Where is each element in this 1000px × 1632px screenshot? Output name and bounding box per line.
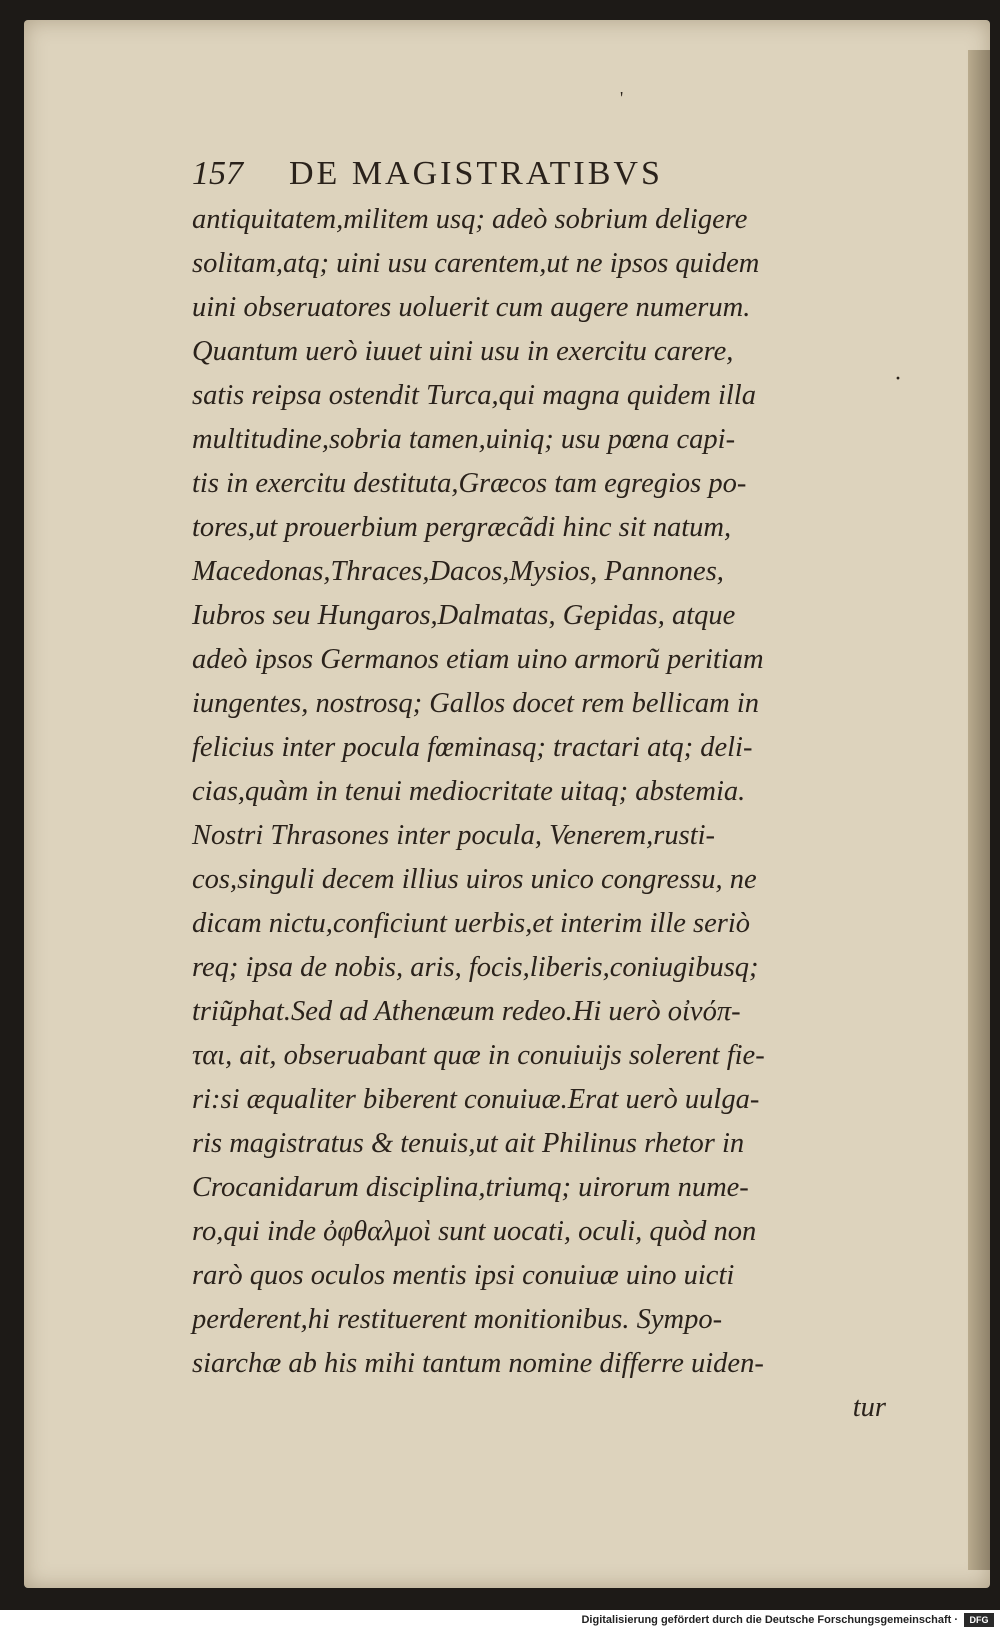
text-line: perderent,hi restituerent monitionibus. Sympo- <box>192 1304 723 1335</box>
text-line: Crocanidarum disciplina,triumq; uirorum nume- <box>192 1172 749 1203</box>
running-title: DE MAGISTRATIBVS <box>289 155 663 192</box>
text-line: triũphat.Sed ad Athenæum redeo.Hi uerò οἰνόπ- <box>192 996 741 1027</box>
text-line: iungentes, nostrosq; Gallos docet rem bellicam in <box>192 688 760 719</box>
text-line: Quantum uerò iuuet uini usu in exercitu carere, <box>192 336 734 367</box>
text-line: ro,qui inde ὀφθαλμοὶ sunt uocati, oculi, quòd non <box>192 1216 757 1247</box>
text-line: Nostri Thrasones inter pocula, Venerem,rusti- <box>192 820 716 851</box>
text-line: antiquitatem,militem usq; adeò sobrium deligere <box>192 204 748 235</box>
footer-bar <box>0 1610 1000 1632</box>
digitization-credit: Digitalisierung gefördert durch die Deutsche Forschungsgemeinschaft · <box>581 1614 958 1626</box>
ink-speck: ' <box>620 88 624 108</box>
text-line: cias,quàm in tenui mediocritate uitaq; abstemia. <box>192 776 746 807</box>
body-text <box>192 198 892 1386</box>
text-line: cos,singuli decem illius uiros unico congressu, ne <box>192 864 757 895</box>
catchword: tur <box>852 1392 886 1423</box>
text-line: tores,ut prouerbium pergræcãdi hinc sit natum, <box>192 512 732 543</box>
running-header <box>192 150 892 198</box>
folio-number: 157 <box>192 155 243 192</box>
page-edge <box>968 50 990 1570</box>
text-line: uini obseruatores uoluerit cum augere numerum. <box>192 292 751 323</box>
text-line: multitudine,sobria tamen,uiniq; usu pœna capi- <box>192 424 736 455</box>
text-line: dicam nictu,conficiunt uerbis,et interim ille seriò <box>192 908 751 939</box>
dfg-logo: DFG <box>964 1613 994 1627</box>
text-line: satis reipsa ostendit Turca,qui magna quidem illa <box>192 380 756 411</box>
text-line: adeò ipsos Germanos etiam uino armorũ peritiam <box>192 644 764 675</box>
text-line: rarò quos oculos mentis ipsi conuiuæ uino uicti <box>192 1260 735 1291</box>
text-line: solitam,atq; uini usu carentem,ut ne ipsos quidem <box>192 248 760 279</box>
text-line: req; ipsa de nobis, aris, focis,liberis,coniugibusq; <box>192 952 759 983</box>
text-line: siarchæ ab his mihi tantum nomine differre uiden- <box>192 1348 764 1379</box>
margin-dot: · <box>894 366 902 392</box>
text-line: Macedonas,Thraces,Dacos,Mysios, Pannones, <box>192 556 724 587</box>
text-line: ris magistratus & tenuis,ut ait Philinus rhetor in <box>192 1128 745 1159</box>
text-line: ri:si æqualiter biberent conuiuæ.Erat uerò uulga- <box>192 1084 760 1115</box>
text-line: tis in exercitu destituta,Græcos tam egregios po- <box>192 468 747 499</box>
text-block <box>192 150 892 1430</box>
text-line: Iubros seu Hungaros,Dalmatas, Gepidas, atque <box>192 600 736 631</box>
text-line: felicius inter pocula fœminasq; tractari atq; deli- <box>192 732 753 763</box>
text-line: ται, ait, obseruabant quæ in conuiuijs solerent fie- <box>192 1040 765 1071</box>
